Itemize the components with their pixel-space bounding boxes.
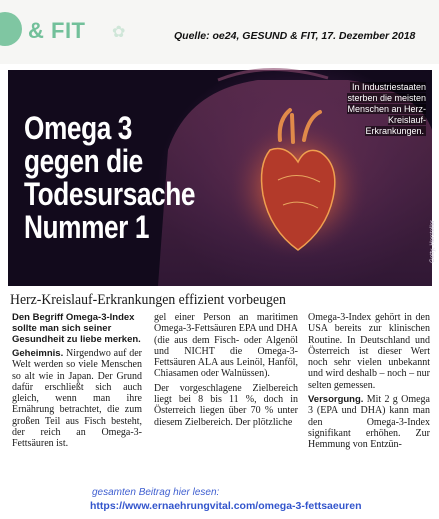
read-more-note: gesamten Beitrag hier lesen: — [92, 487, 220, 498]
brand-logo-mark — [0, 12, 22, 46]
keyword-secret: Geheimnis. — [12, 348, 64, 359]
paragraph: Der vorgeschlagene Zielbereich liegt bei 8 bis 11 %, doch in Österreich liegen über 70 % unter diesem Zielbereich. Der plötzliche — [154, 382, 298, 428]
section-brand: & FIT — [28, 18, 86, 43]
keyword-supply: Versorgung. — [308, 394, 364, 406]
paragraph — [308, 394, 430, 450]
hero-caption-text: In Industriestaaten sterben die meisten Menschen an Herz-Kreislauf-Erkrankungen. — [347, 82, 426, 136]
hero-image — [8, 70, 436, 286]
source-article-link[interactable]: https://www.ernaehrungvital.com/omega-3-fettsaeuren — [90, 500, 362, 512]
paragraph — [12, 348, 142, 450]
paragraph-text: Nirgendwo auf der Welt werden so viele Menschen so alt wie in Japan. Der Grund dafür erschließt sich auch gleich, wenn man ihre Ernährung betrachtet, die zum großen Teil aus Fisch besteht, der reich an Omega-3-Fettsäuren ist. — [12, 348, 142, 450]
photo-credit: Getty, Hersteller — [430, 220, 436, 263]
article-column-2 — [154, 312, 298, 431]
headline-line-1: Omega 3 — [24, 110, 132, 146]
headline-line-3: Todesursache — [24, 176, 196, 212]
paragraph-text: Mit 2 g Omega 3 (EPA und DHA) kann man den Omega-3-Index signifikant erhöhen. Zur Hemmung von Entzün- — [308, 394, 430, 451]
hero-caption — [328, 82, 426, 137]
headline-line-2: gegen die — [24, 143, 143, 179]
flower-icon: ✿ — [112, 24, 126, 41]
headline-line-4: Nummer 1 — [24, 209, 150, 245]
article-column-1 — [12, 312, 142, 453]
article-column-3 — [308, 312, 430, 454]
source-citation: Quelle: oe24, GESUND & FIT, 17. Dezember 2018 — [174, 30, 416, 42]
page-header — [0, 0, 439, 64]
paragraph: gel einer Person an maritimen Omega-3-Fettsäuren EPA und DHA (die aus dem Fisch- oder Algenöl und NICHT die Omega-3-Fettsäuren ALA aus Leinöl, Hanföl, Chiasamen oder Walnüssen). — [154, 312, 298, 380]
headline — [24, 112, 195, 244]
paragraph: Omega-3-Index gehört in den USA bereits zur klinischen Routine. In Deutschland und Österreich ist dieser Wert noch sehr vielen unbekannt und wird deshalb – noch – nur selten gemessen. — [308, 312, 430, 391]
lead-paragraph: Den Begriff Omega-3-Index sollte man sich seiner Gesundheit zu liebe merken. — [12, 312, 141, 345]
subheadline: Herz-Kreislauf-Erkrankungen effizient vorbeugen — [10, 292, 286, 308]
